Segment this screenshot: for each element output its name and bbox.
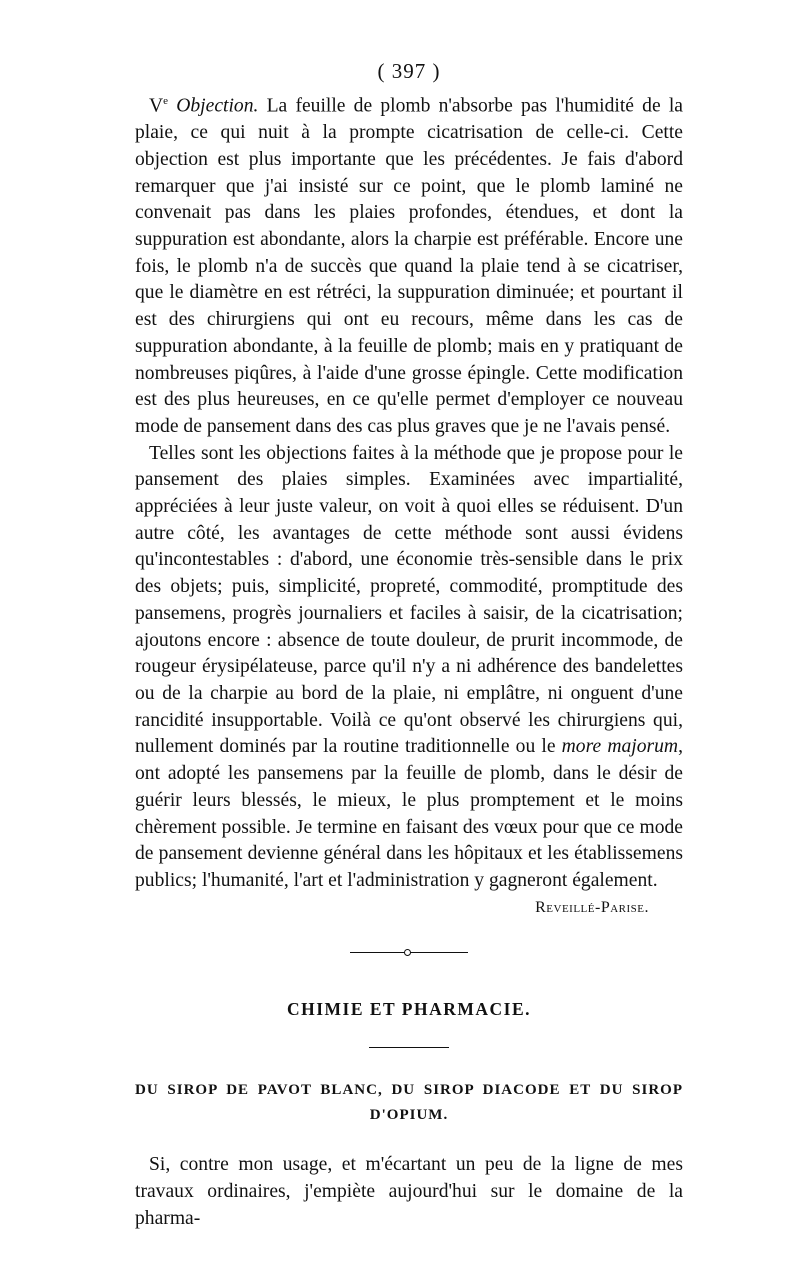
article-body: [135, 1152, 683, 1232]
conclusion-text-before: Telles sont les objections faites à la méthode que je propose pour le pansement des plaies simples. Examinées avec impartialité, appréciées à leur juste valeur, on voit à quoi elles se réduisent. D'un autre côté, les avantages de cette méthode sont aussi évidens qu'incontestables : d'abord, une économie très-sensible dans le prix des objets; puis, simplicité, propreté, commodité, promptitude des pansemens, progrès journaliers et faciles à saisir, de la cicatrisation; ajoutons encore : absence de toute douleur, de prurit incommode, de rougeur érysipélateuse, parce qu'il n'y a ni adhérence des bandelettes ou de la charpie au bord de la plaie, ni emplâtre, ni onguent d'une rancidité insupportable. Voilà ce qu'ont observé les chirurgiens qui, nullement dominés par la routine traditionnelle ou le: [135, 442, 683, 758]
divider-dot: [404, 949, 411, 956]
conclusion-italic-phrase: more majorum: [561, 736, 679, 758]
article-title-line1: DU SIROP DE PAVOT BLANC, DU SIROP DIACODE ET DU SIROP: [135, 1082, 683, 1099]
article-title-line2: D'OPIUM.: [369, 1107, 449, 1124]
objection-label: Objection.: [176, 95, 259, 117]
objection-numeral-sup: e: [163, 95, 169, 107]
paragraph-conclusion: [135, 441, 683, 895]
paragraph-objection: [135, 88, 683, 441]
title-rule: [369, 1047, 449, 1049]
section-divider-ornament: [350, 949, 468, 957]
article-opening-paragraph: Si, contre mon usage, et m'écartant un peu de la ligne de mes travaux ordinaires, j'empiète aujourd'hui sur le domaine de la pharma-: [135, 1154, 683, 1229]
conclusion-text-after: , ont adopté les pansemens par la feuille de plomb, dans le désir de guérir leurs blessés, le mieux, le plus promptement et le moins chèrement possible. Je termine en faisant des vœux pour que ce mode de pansement devienne général dans les hôpitaux et les établissemens publics; l'humanité, l'art et l'administration y gagneront également.: [135, 736, 683, 891]
section-title: CHIMIE ET PHARMACIE.: [286, 998, 532, 1019]
article-title: [135, 1078, 683, 1128]
page-number: ( 397 ): [377, 59, 441, 83]
author-signature: Reveillé-Parise.: [535, 898, 649, 916]
objection-text: La feuille de plomb n'absorbe pas l'humidité de la plaie, ce qui nuit à la prompte cicatrisation de celle-ci. Cette objection est plus importante que les précédentes. Je fais d'abord remarquer que j'ai insisté sur ce point, que le plomb laminé ne convenait pas dans les plaies profondes, étendues, et dont la suppuration est abondante, alors la charpie est préférable. Encore une fois, le plomb n'a de succès que quand la plaie tend à se cicatriser, que le diamètre en est rétréci, la suppuration diminuée; et pourtant il est des chirurgiens qui ont eu recours, même dans les cas de suppuration abondante, à la feuille de plomb; mais en y pratiquant de nombreuses piqûres, à l'aide d'une grosse épingle. Cette modification est des plus heureuses, en ce qu'elle permet d'employer ce nouveau mode de pansement dans des cas plus graves que je ne l'avais pensé.: [135, 95, 683, 437]
objection-numeral: V: [149, 95, 164, 117]
page: [135, 58, 683, 1232]
